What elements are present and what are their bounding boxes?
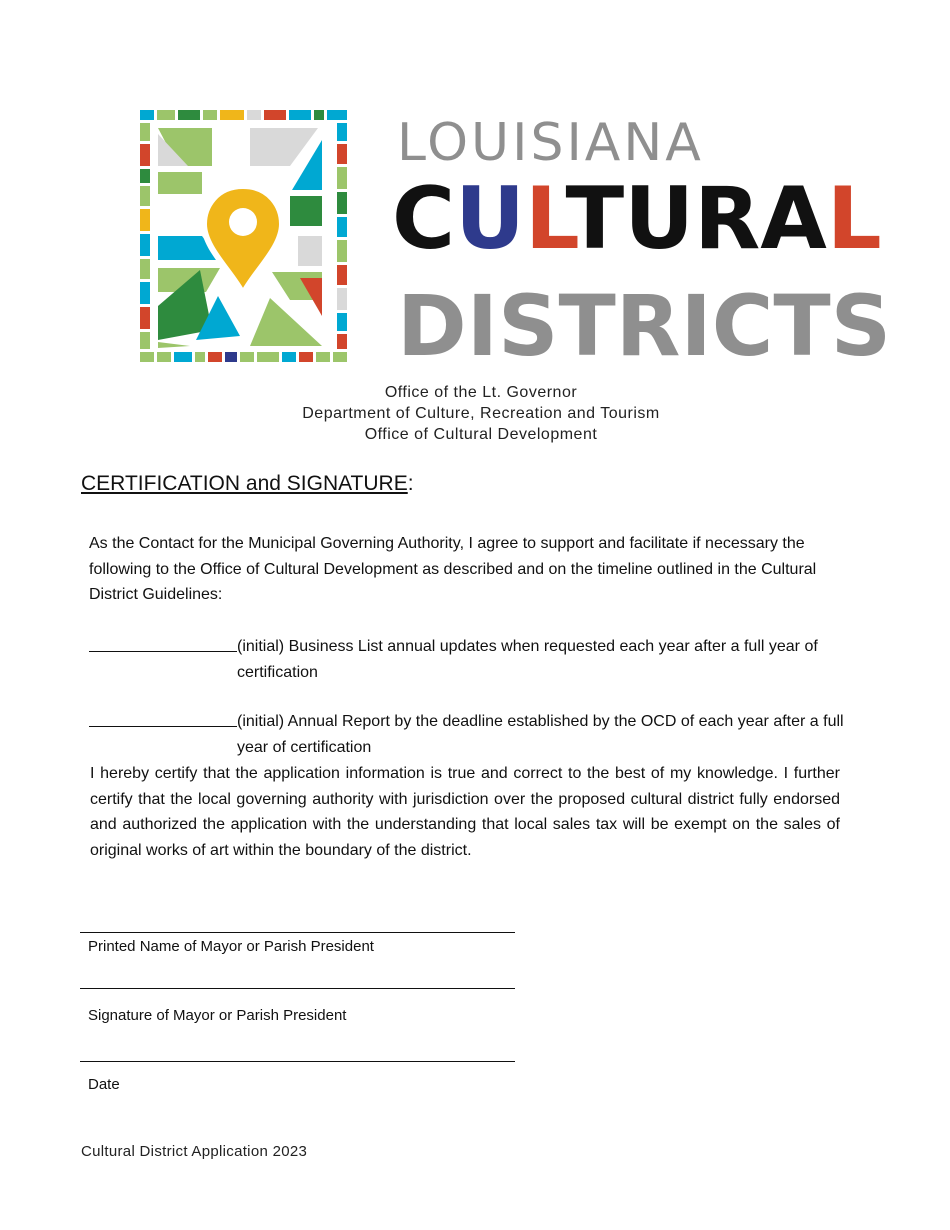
logo-letter-1: U <box>455 169 525 269</box>
initial-field-annual-report[interactable] <box>89 726 237 727</box>
logo-letter-4: U <box>624 169 695 269</box>
logo-line-cultural <box>392 169 882 269</box>
map-pin-icon <box>204 186 282 294</box>
certification-heading-text: CERTIFICATION and SIGNATURE <box>81 472 408 495</box>
logo-letter-6: A <box>760 169 827 269</box>
date-line[interactable] <box>80 1061 515 1062</box>
footer-text: Cultural District Application 2023 <box>81 1143 308 1160</box>
initial-field-business-list[interactable] <box>89 651 237 652</box>
certification-heading-colon: : <box>407 472 414 495</box>
logo-line-louisiana: LOUISIANA <box>397 113 704 173</box>
initial-item-annual-report: (initial) Annual Report by the deadline established by the OCD of each year after a full year of certification <box>237 713 844 756</box>
cultural-districts-logo-icon <box>140 110 347 362</box>
logo-line-districts: DISTRICTS <box>397 277 892 375</box>
logo-letter-7: L <box>826 169 882 269</box>
office-line-lt-governor: Office of the Lt. Governor <box>384 384 578 401</box>
date-label: Date <box>88 1076 120 1093</box>
printed-name-line[interactable] <box>80 932 515 933</box>
certify-paragraph: I hereby certify that the application information is true and correct to the best of my knowledge. I further certify that the local governing authority with jurisdiction over the proposed cultural district fully endorsed and authorized the application with the understanding that local sales tax will be exempt on the sales of original works of art within the boundary of the district. <box>90 765 840 859</box>
logo-letter-2: L <box>524 169 566 269</box>
certification-heading <box>81 472 414 496</box>
office-line-cultural-development: Office of Cultural Development <box>364 426 598 443</box>
signature-line[interactable] <box>80 988 515 989</box>
printed-name-label: Printed Name of Mayor or Parish President <box>88 938 374 955</box>
office-line-department: Department of Culture, Recreation and Tourism <box>302 405 660 422</box>
signature-label: Signature of Mayor or Parish President <box>88 1007 347 1024</box>
logo-letter-0: C <box>392 169 456 269</box>
initial-item-business-list: (initial) Business List annual updates when requested each year after a full year of certification <box>237 638 818 681</box>
logo-letter-3: T <box>565 169 625 269</box>
intro-paragraph: As the Contact for the Municipal Governing Authority, I agree to support and facilitate if necessary the following to the Office of Cultural Development as described and on the timeline outlined in the Cultural District Guidelines: <box>89 535 817 603</box>
logo-letter-5: R <box>694 169 761 269</box>
